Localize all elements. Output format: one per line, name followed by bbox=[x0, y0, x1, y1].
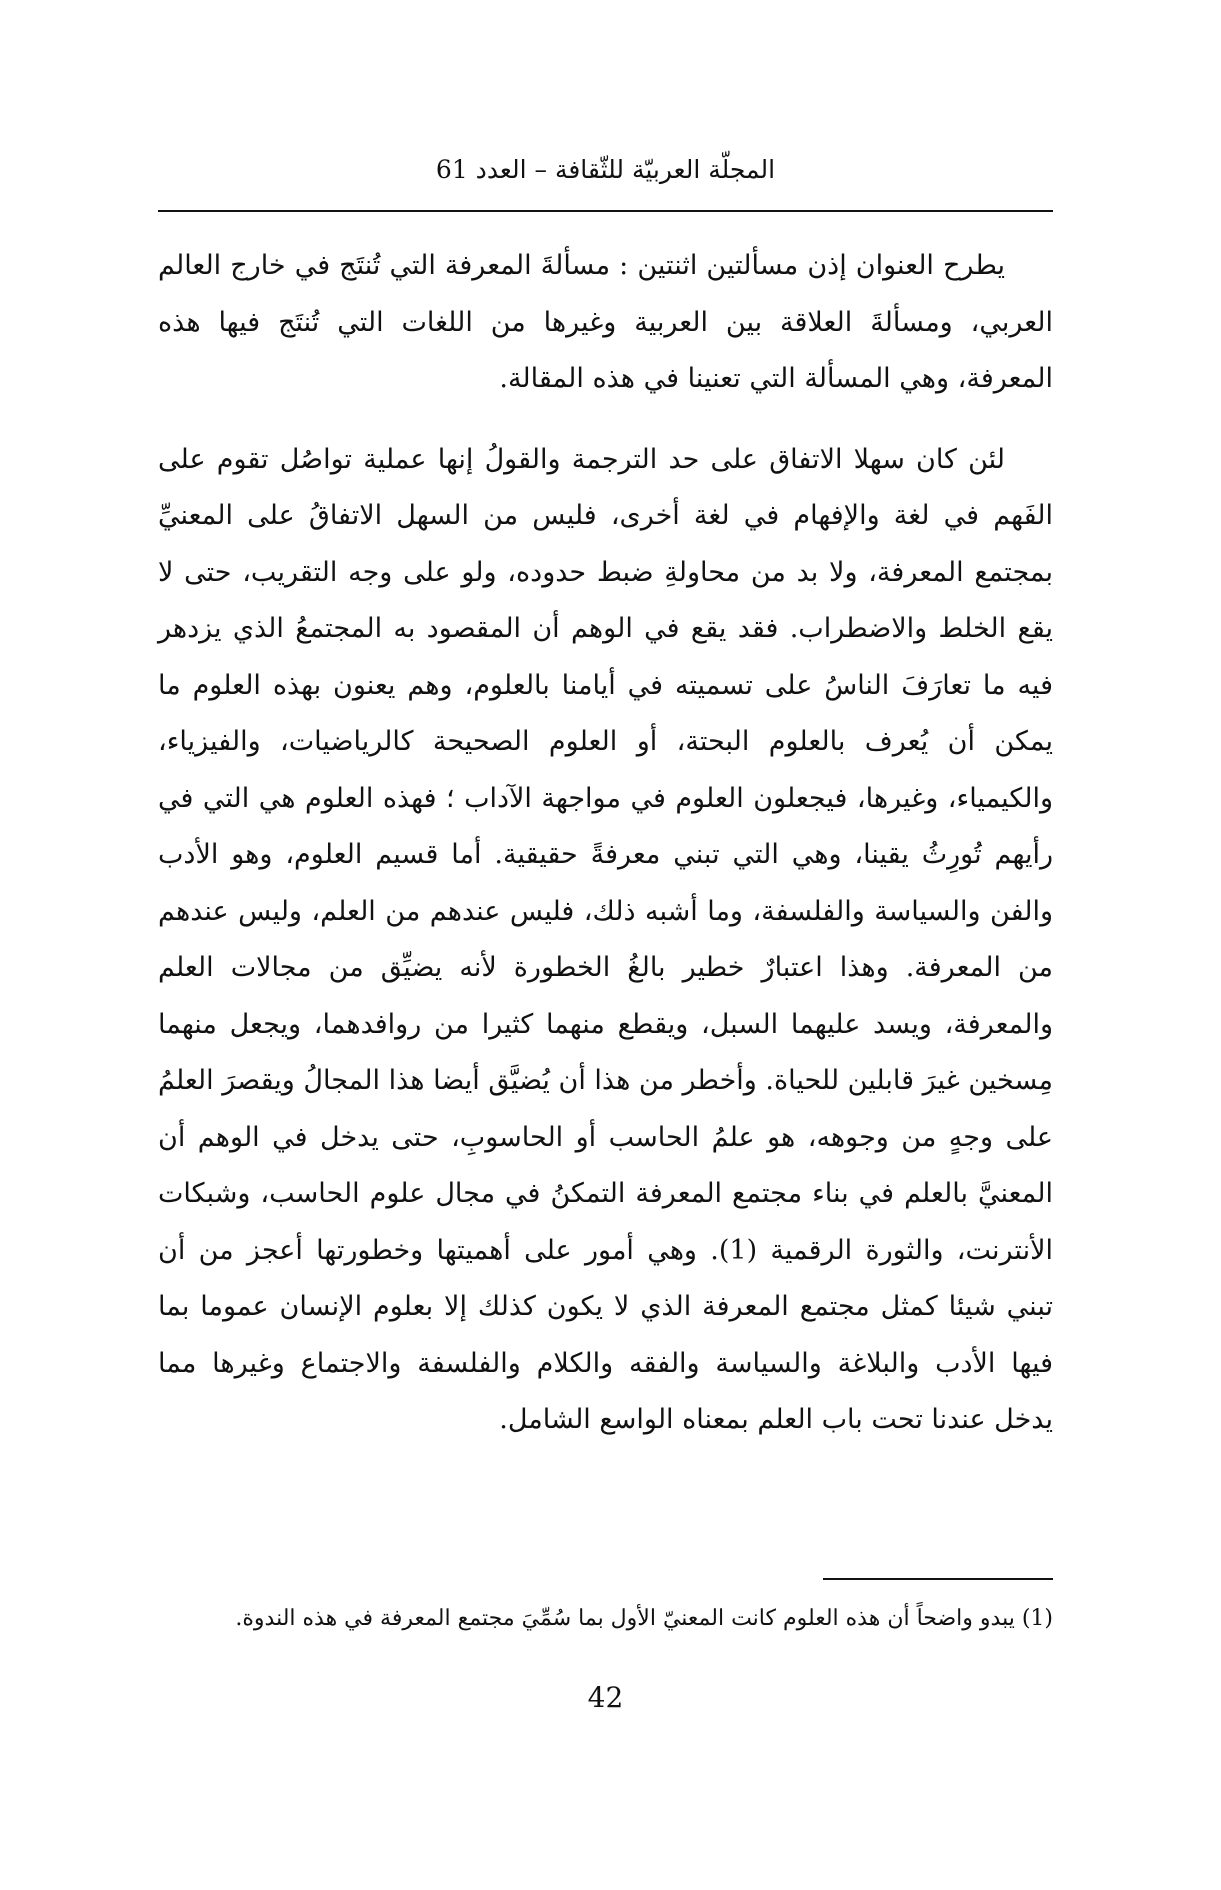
footnote-divider bbox=[823, 1578, 1053, 1580]
header-divider bbox=[158, 210, 1053, 212]
paragraph: لئن كان سهلا الاتفاق على حد الترجمة والقولُ إنها عملية تواصُل تقوم على الفَهم في لغة والإفهام في لغة أخرى، فليس من السهل الاتفاقُ على المعنيِّ بمجتمع المعرفة، ولا بد من محاولةِ ضبط حدوده، ولو على وجه التقريب، حتى لا يقع الخلط والاضطراب. فقد يقع في الوهم أن المقصود به المجتمعُ الذي يزدهر فيه ما تعارَفَ الناسُ على تسميته في أيامنا بالعلوم، وهم يعنون بهذه العلوم ما يمكن أن يُعرف بالعلوم البحتة، أو العلوم الصحيحة كالرياضيات، والفيزياء، والكيمياء، وغيرها، فيجعلون العلوم في مواجهة الآداب ؛ فهذه العلوم هي التي في رأيهم تُورِثُ يقينا، وهي التي تبني معرفةً حقيقية. أما قسيم العلوم، وهو الأدب والفن والسياسة والفلسفة، وما أشبه ذلك، فليس عندهم من العلم، وليس عندهم من المعرفة. وهذا اعتبارٌ خطير بالغُ الخطورة لأنه يضيِّق من مجالات العلم والمعرفة، ويسد عليهما السبل، ويقطع منهما كثيرا من روافدهما، ويجعل منهما مِسخين غيرَ قابلين للحياة. وأخطر من هذا أن يُضيَّق أيضا هذا المجالُ ويقصرَ العلمُ على وجهٍ من وجوهه، هو علمُ الحاسب أو الحاسوبِ، حتى يدخل في الوهم أن المعنيَّ بالعلم في بناء مجتمع المعرفة التمكنُ في مجال علوم الحاسب، وشبكات الأنترنت، والثورة الرقمية (1). وهي أمور على أهميتها وخطورتها أعجز من أن تبني شيئا كمثل مجتمع المعرفة الذي لا يكون كذلك إلا بعلوم الإنسان عموما بما فيها الأدب والبلاغة والسياسة والفقه والكلام والفلسفة والاجتماع وغيرها مما يدخل عندنا تحت باب العلم بمعناه الواسع الشامل. bbox=[158, 443, 1054, 1435]
paragraph: يطرح العنوان إذن مسألتين اثنتين : مسألةَ المعرفة التي تُنتَج في خارج العالم العربي، ومسألةَ العلاقة بين العربية وغيرها من اللغات التي تُنتَج فيها هذه المعرفة، وهي المسألة التي تعنينا في هذه المقالة. bbox=[158, 250, 1053, 394]
page-number: 42 bbox=[587, 1681, 624, 1714]
footnote: (1) يبدو واضحاً أن هذه العلوم كانت المعنيّ الأول بما سُمِّيَ مجتمع المعرفة في هذه الندوة. bbox=[235, 1606, 1053, 1631]
body-text bbox=[158, 238, 1053, 1449]
running-header: المجلّة العربيّة للثّقافة – العدد 61 bbox=[435, 155, 776, 184]
